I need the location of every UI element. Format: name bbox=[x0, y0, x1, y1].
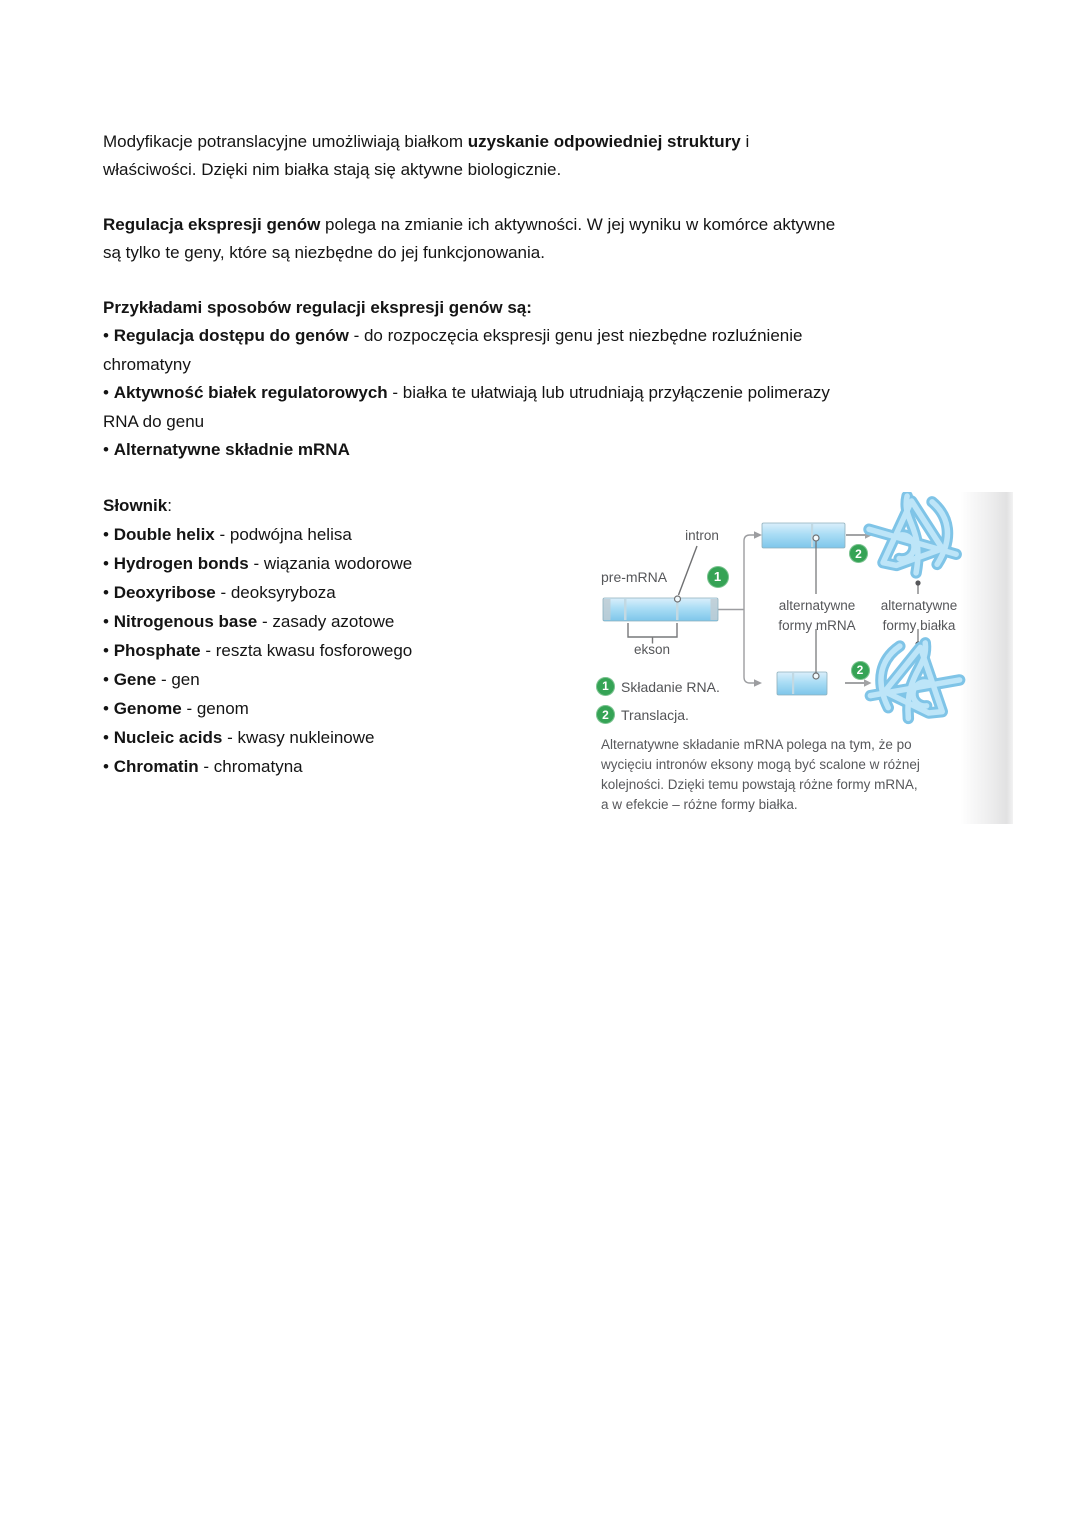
legend-step-1-marker: 1 bbox=[596, 677, 615, 696]
list-item: • Alternatywne składnie mRNA bbox=[103, 440, 350, 460]
para1-line2: właściwości. Dzięki nim białka stają się aktywne biologicznie. bbox=[103, 160, 562, 179]
glossary-item: • Deoxyribose - deoksyryboza bbox=[103, 583, 336, 603]
alternative-splicing-diagram bbox=[588, 492, 1025, 842]
bullet: • bbox=[103, 525, 114, 545]
legend-step-2-marker: 2 bbox=[596, 705, 615, 724]
legend-step-1-label: Składanie RNA. bbox=[621, 678, 720, 695]
para1-post: i bbox=[740, 132, 750, 151]
intron-label: intron bbox=[685, 528, 719, 543]
para2-text: polega na zmianie ich aktywności. W jej wyniku w komórce aktywne bbox=[320, 215, 836, 234]
bullet: • bbox=[103, 440, 114, 460]
glossary-item: • Double helix - podwójna helisa bbox=[103, 525, 352, 545]
connector-dot bbox=[813, 535, 819, 541]
branch-arrowhead-top bbox=[754, 531, 762, 539]
bullet: • bbox=[103, 641, 114, 661]
list-item-continuation: chromatyny bbox=[103, 354, 191, 374]
glossary-item: • Chromatin - chromatyna bbox=[103, 757, 303, 777]
glossary-item: • Nitrogenous base - zasady azotowe bbox=[103, 612, 395, 632]
bullet: • bbox=[103, 326, 114, 346]
list-regulation-examples bbox=[103, 294, 983, 464]
bullet: • bbox=[103, 670, 114, 690]
glossary-item: • Nucleic acids - kwasy nukleinowe bbox=[103, 728, 375, 748]
branch-connector bbox=[718, 535, 754, 683]
para2-bold: Regulacja ekspresji genów bbox=[103, 215, 321, 234]
alternative-mrna-label: alternatywne formy mRNA bbox=[778, 598, 856, 633]
exon-divider bbox=[792, 673, 794, 694]
bullet: • bbox=[103, 383, 114, 403]
step-1-marker: 1 bbox=[707, 566, 729, 588]
legend-step-2-label: Translacja. bbox=[621, 707, 689, 723]
glossary-item: • Hydrogen bonds - wiązania wodorowe bbox=[103, 554, 413, 574]
branch-arrowhead-bottom bbox=[754, 679, 762, 687]
para1-text: Modyfikacje potranslacyjne umożliwiają białkom bbox=[103, 132, 468, 151]
alternative-protein-label: alternatywne formy białka bbox=[880, 598, 958, 633]
bullet: • bbox=[103, 583, 114, 603]
bullet: • bbox=[103, 728, 114, 748]
bar-end-cap bbox=[604, 599, 611, 620]
ekson-bracket bbox=[628, 623, 677, 644]
mrna-form-top-bar bbox=[762, 523, 845, 548]
connector-dot bbox=[915, 580, 920, 585]
intron-pointer-line bbox=[679, 546, 698, 595]
bullet: • bbox=[103, 612, 114, 632]
bar-end-cap bbox=[711, 599, 718, 620]
list-item-continuation: RNA do genu bbox=[103, 411, 205, 431]
bullet: • bbox=[103, 757, 114, 777]
paragraph-regulacja bbox=[103, 211, 983, 267]
list-item: • Regulacja dostępu do genów - do rozpoczęcia ekspresji genu jest niezbędne rozluźnienie bbox=[103, 326, 803, 346]
list-heading: Przykładami sposobów regulacji ekspresji genów są: bbox=[103, 298, 532, 317]
paragraph-modyfikacje bbox=[103, 128, 983, 184]
pre-mrna-bar bbox=[603, 598, 718, 621]
step-2-marker-bottom: 2 bbox=[851, 661, 870, 680]
pre-mrna-label: pre-mRNA bbox=[601, 569, 668, 585]
glossary-item: • Genome - genom bbox=[103, 699, 249, 719]
step-2-marker-top: 2 bbox=[849, 544, 868, 563]
connector-dot bbox=[813, 673, 819, 679]
exon-divider bbox=[811, 524, 813, 547]
para2-line2: są tylko te geny, które są niezbędne do jej funkcjonowania. bbox=[103, 243, 545, 262]
glossary-item: • Phosphate - reszta kwasu fosforowego bbox=[103, 641, 413, 661]
intron-marker-dot bbox=[675, 596, 681, 602]
translation-arrow-bottom bbox=[845, 679, 872, 687]
exon-divider bbox=[624, 599, 627, 620]
bullet: • bbox=[103, 699, 114, 719]
diagram-caption: Alternatywne składanie mRNA polega na tym, że po wycięciu intronów eksony mogą być scalone w różnej kolejności. Dzięki temu powstają różne formy mRNA, a w efekcie – różne formy białka. bbox=[601, 737, 920, 812]
glossary-item: • Gene - gen bbox=[103, 670, 200, 690]
list-item: • Aktywność białek regulatorowych - białka te ułatwiają lub utrudniają przyłączenie polimerazy bbox=[103, 383, 830, 403]
protein-form-bottom-illustration bbox=[867, 633, 966, 728]
ekson-label: ekson bbox=[633, 642, 671, 657]
glossary-heading: Słownik: bbox=[103, 496, 172, 516]
para1-bold: uzyskanie odpowiedniej struktury bbox=[467, 132, 741, 151]
protein-form-top-illustration bbox=[865, 492, 958, 579]
bullet: • bbox=[103, 554, 114, 574]
